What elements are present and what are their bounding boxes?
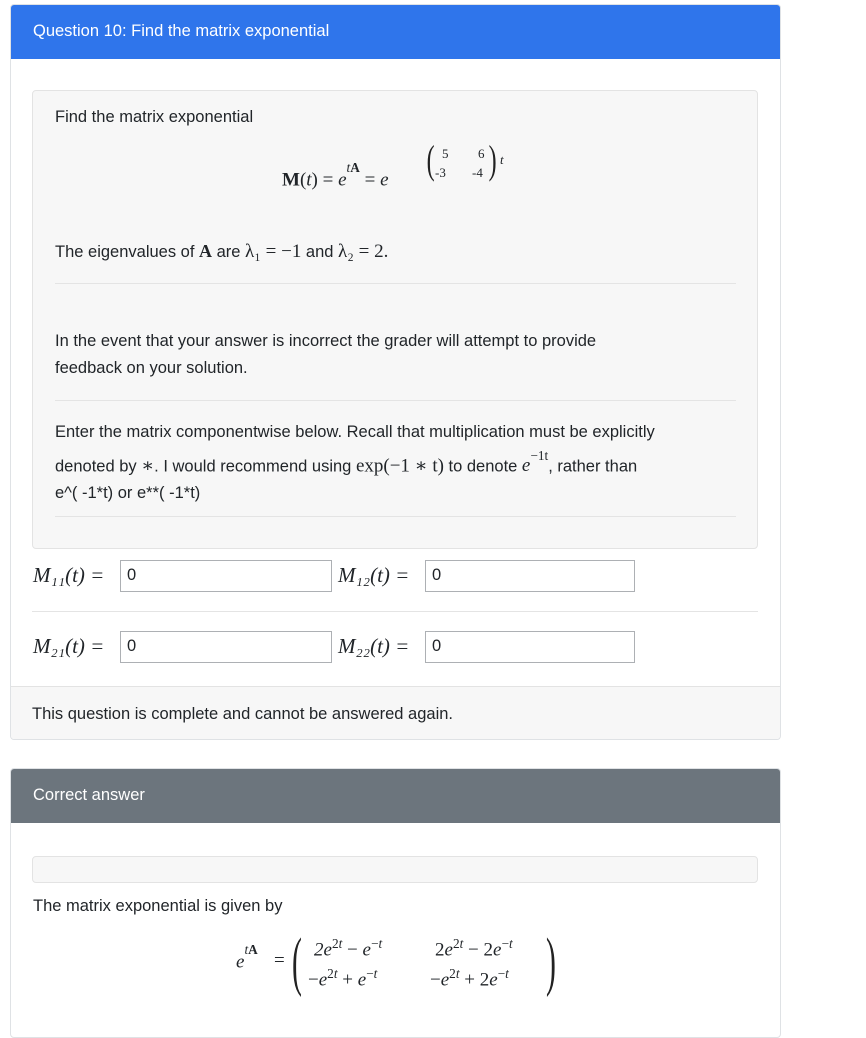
answer-entry-12: $2e^{2t} - 2e^{-t}$ (435, 936, 513, 961)
status-text: This question is complete and cannot be answered again. (32, 705, 454, 723)
answer-equation: $e^{tA}$ = ( $2e^{2t} - e^{-t}$ $2e^{2t} - 2e^{-t}$ $-e^{2t} + e^{-t}$ $-e^{2t} + 2e^{-t}$ ) (236, 925, 556, 998)
m11-label: M₁₁(t) = (33, 563, 105, 587)
answer-entry-11: $2e^{2t} - e^{-t}$ (314, 936, 383, 961)
m21-label: M₂₁(t) = (33, 634, 105, 658)
divider-2 (55, 400, 736, 401)
matrix-a-11: 5 (442, 146, 449, 161)
matrix-a: ( 5 6 -3 -4 ) t (426, 137, 504, 182)
lambda2: λ₂ = 2. (338, 241, 389, 262)
exponential-equation: $M(t) = e^{tA} = e$ ( 5 6 -3 -4 ) t (282, 137, 504, 191)
question-title: Question 10: Find the matrix exponential (33, 22, 330, 40)
m11-input[interactable]: 0 (120, 560, 332, 592)
m12-label: M₁₂(t) = (338, 563, 410, 587)
lambda1: λ₁ = −1 (245, 241, 302, 262)
eigenvalues-text: The eigenvalues of A are λ₁ = −1 and λ₂ = 2. (55, 241, 389, 262)
prompt-text: Find the matrix exponential (55, 108, 254, 126)
answer-well (32, 856, 758, 883)
m21-input[interactable]: 0 (120, 631, 332, 663)
divider-4 (32, 611, 758, 612)
answer-entry-21: $-e^{2t} + e^{-t}$ (308, 966, 378, 991)
m12-input[interactable]: 0 (425, 560, 635, 592)
question-header (11, 5, 780, 59)
matrix-a-12: 6 (478, 146, 485, 161)
matrix-a-22: -4 (472, 165, 483, 180)
status-footer (11, 686, 780, 739)
answer-entry-22: $-e^{2t} + 2e^{-t}$ (430, 966, 509, 991)
given-by-text: The matrix exponential is given by (33, 897, 283, 915)
answer-title: Correct answer (33, 786, 145, 804)
divider-3 (55, 516, 736, 517)
instructions-text: Enter the matrix componentwise below. Recall that multiplication must be explicitly denoted by ∗. I would recommend using exp(−1 ∗ t) to denote $e^{-1t}$, rather than e^( -1*t) or e**( -1*t) (55, 423, 655, 503)
answer-header (11, 769, 780, 823)
divider-1 (55, 283, 736, 284)
m22-input[interactable]: 0 (425, 631, 635, 663)
matrix-a-21: -3 (435, 165, 446, 180)
feedback-text: In the event that your answer is incorrect the grader will attempt to provide feedback on your solution. (55, 332, 597, 377)
matrix-exp-t: t (500, 152, 504, 167)
m22-label: M₂₂(t) = (338, 634, 410, 658)
